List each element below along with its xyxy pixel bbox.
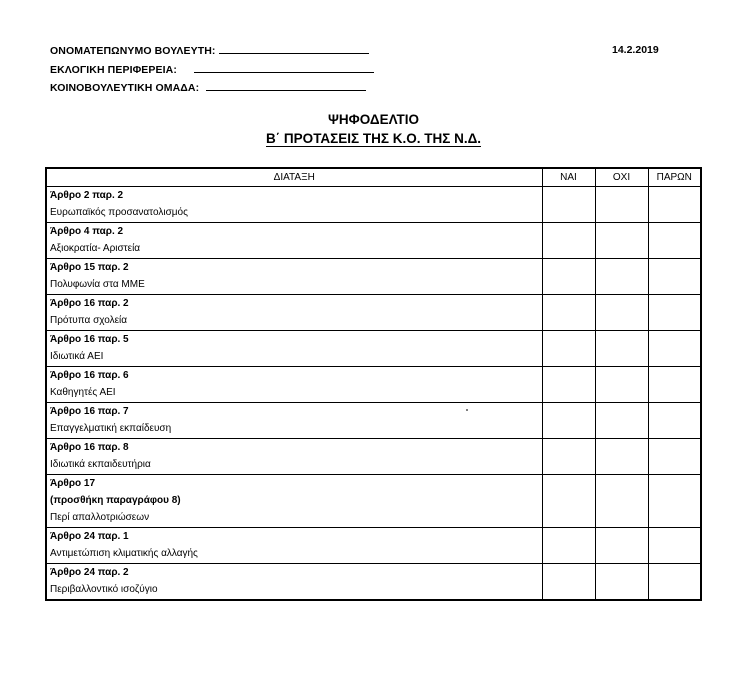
table-row bbox=[46, 475, 701, 528]
vote-box-no[interactable] bbox=[595, 439, 648, 475]
vote-box-yes[interactable] bbox=[542, 403, 595, 439]
article-reference: Άρθρο 24 παρ. 2 bbox=[50, 567, 129, 578]
provision-cell bbox=[46, 367, 542, 403]
vote-box-present[interactable] bbox=[648, 528, 701, 564]
vote-box-present[interactable] bbox=[648, 223, 701, 259]
vote-box-yes[interactable] bbox=[542, 187, 595, 223]
vote-box-present[interactable] bbox=[648, 259, 701, 295]
vote-box-yes[interactable] bbox=[542, 367, 595, 403]
column-header-no: ΟΧΙ bbox=[595, 168, 648, 187]
article-reference: Άρθρο 17 bbox=[50, 478, 96, 489]
vote-box-no[interactable] bbox=[595, 475, 648, 528]
provision-description: Αντιμετώπιση κλιματικής αλλαγής bbox=[50, 548, 198, 559]
vote-box-no[interactable] bbox=[595, 187, 648, 223]
column-header-yes: ΝΑΙ bbox=[542, 168, 595, 187]
vote-box-no[interactable] bbox=[595, 223, 648, 259]
article-reference: Άρθρο 16 παρ. 6 bbox=[50, 370, 129, 381]
vote-box-yes[interactable] bbox=[542, 331, 595, 367]
vote-box-present[interactable] bbox=[648, 564, 701, 601]
group-label: ΚΟΙΝΟΒΟΥΛΕΥΤΙΚΗ ΟΜΑΔΑ: bbox=[50, 82, 200, 94]
provision-description: Επαγγελματική εκπαίδευση bbox=[50, 423, 172, 434]
vote-box-yes[interactable] bbox=[542, 223, 595, 259]
vote-box-no[interactable] bbox=[595, 331, 648, 367]
provision-description: Περί απαλλοτριώσεων bbox=[50, 512, 150, 523]
provision-cell bbox=[46, 475, 542, 528]
vote-box-yes[interactable] bbox=[542, 259, 595, 295]
article-reference: Άρθρο 16 παρ. 7 bbox=[50, 406, 129, 417]
vote-box-present[interactable] bbox=[648, 403, 701, 439]
vote-box-yes[interactable] bbox=[542, 528, 595, 564]
article-reference: Άρθρο 16 παρ. 8 bbox=[50, 442, 129, 453]
name-input-line[interactable] bbox=[219, 44, 369, 54]
ballot-title: ΨΗΦΟΔΕΛΤΙΟ bbox=[328, 112, 419, 127]
table-row bbox=[46, 223, 701, 259]
provision-cell bbox=[46, 528, 542, 564]
region-label: ΕΚΛΟΓΙΚΗ ΠΕΡΙΦΕΡΕΙΑ: bbox=[50, 64, 177, 76]
vote-box-present[interactable] bbox=[648, 295, 701, 331]
article-reference: Άρθρο 16 παρ. 5 bbox=[50, 334, 129, 345]
name-field-row bbox=[50, 44, 369, 57]
article-reference: Άρθρο 16 παρ. 2 bbox=[50, 298, 129, 309]
vote-box-no[interactable] bbox=[595, 564, 648, 601]
provision-description: Ιδιωτικά εκπαιδευτήρια bbox=[50, 459, 151, 470]
group-input-line[interactable] bbox=[206, 81, 366, 91]
table-row bbox=[46, 259, 701, 295]
document-date: 14.2.2019 bbox=[612, 44, 659, 56]
provision-cell bbox=[46, 403, 542, 439]
provision-cell bbox=[46, 331, 542, 367]
provision-description: Καθηγητές ΑΕΙ bbox=[50, 387, 116, 398]
scan-speck bbox=[466, 409, 468, 411]
table-row bbox=[46, 331, 701, 367]
table-row bbox=[46, 295, 701, 331]
table-row bbox=[46, 187, 701, 223]
table-row bbox=[46, 564, 701, 601]
vote-box-present[interactable] bbox=[648, 475, 701, 528]
provision-description: Αξιοκρατία- Αριστεία bbox=[50, 243, 141, 254]
region-field-row bbox=[50, 63, 374, 76]
table-header-row bbox=[46, 168, 701, 187]
provision-description: Ευρωπαϊκός προσανατολισμός bbox=[50, 207, 188, 218]
group-field-row bbox=[50, 81, 366, 94]
table-row bbox=[46, 439, 701, 475]
ballot-subtitle-text: Β΄ ΠΡΟΤΑΣΕΙΣ ΤΗΣ Κ.Ο. ΤΗΣ Ν.Δ. bbox=[265, 131, 482, 146]
vote-box-no[interactable] bbox=[595, 528, 648, 564]
name-label: ΟΝΟΜΑΤΕΠΩΝΥΜΟ ΒΟΥΛΕΥΤΗ: bbox=[50, 45, 216, 57]
article-reference: (προσθήκη παραγράφου 8) bbox=[50, 495, 181, 506]
provision-description: Πολυφωνία στα ΜΜΕ bbox=[50, 279, 145, 290]
vote-box-no[interactable] bbox=[595, 259, 648, 295]
article-reference: Άρθρο 2 παρ. 2 bbox=[50, 190, 124, 201]
vote-box-no[interactable] bbox=[595, 295, 648, 331]
provision-description: Περιβαλλοντικό ισοζύγιο bbox=[50, 584, 158, 595]
ballot-subtitle bbox=[0, 131, 747, 147]
provision-cell bbox=[46, 259, 542, 295]
provision-description: Πρότυπα σχολεία bbox=[50, 315, 128, 326]
vote-box-yes[interactable] bbox=[542, 439, 595, 475]
vote-box-no[interactable] bbox=[595, 367, 648, 403]
region-input-line[interactable] bbox=[194, 63, 374, 73]
vote-box-yes[interactable] bbox=[542, 295, 595, 331]
column-header-present: ΠΑΡΩΝ bbox=[648, 168, 701, 187]
provision-cell bbox=[46, 223, 542, 259]
vote-box-yes[interactable] bbox=[542, 564, 595, 601]
vote-box-present[interactable] bbox=[648, 439, 701, 475]
vote-box-present[interactable] bbox=[648, 187, 701, 223]
table-row bbox=[46, 528, 701, 564]
table-row bbox=[46, 367, 701, 403]
provision-cell bbox=[46, 295, 542, 331]
vote-box-present[interactable] bbox=[648, 331, 701, 367]
provision-cell bbox=[46, 564, 542, 601]
provision-description: Ιδιωτικά ΑΕΙ bbox=[50, 351, 104, 362]
article-reference: Άρθρο 15 παρ. 2 bbox=[50, 262, 129, 273]
vote-box-present[interactable] bbox=[648, 367, 701, 403]
provision-cell bbox=[46, 187, 542, 223]
article-reference: Άρθρο 24 παρ. 1 bbox=[50, 531, 129, 542]
table-row bbox=[46, 403, 701, 439]
vote-box-yes[interactable] bbox=[542, 475, 595, 528]
column-header-provision: ΔΙΑΤΑΞΗ bbox=[46, 168, 542, 187]
ballot-table bbox=[45, 167, 702, 601]
provision-cell bbox=[46, 439, 542, 475]
article-reference: Άρθρο 4 παρ. 2 bbox=[50, 226, 124, 237]
vote-box-no[interactable] bbox=[595, 403, 648, 439]
